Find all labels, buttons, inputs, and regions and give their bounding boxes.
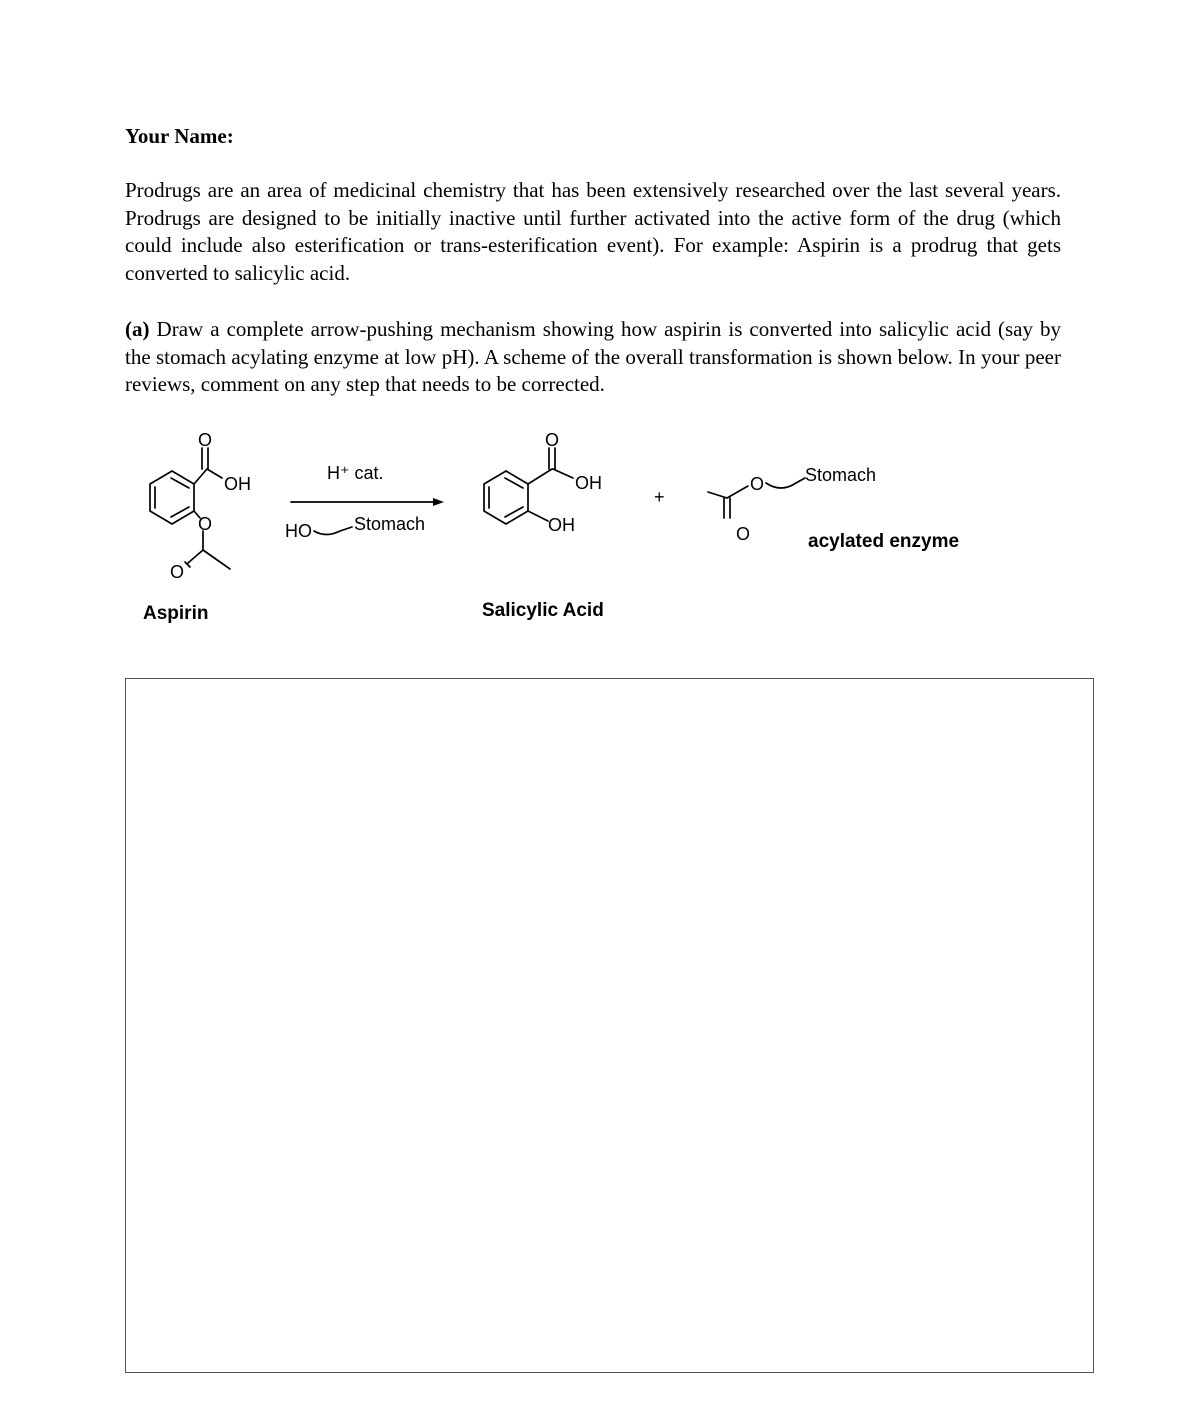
acylated-stomach: Stomach: [805, 465, 877, 485]
salicylic-phenol-oh: OH: [548, 515, 575, 535]
reagent-acid-catalyst: H⁺ cat.: [327, 463, 384, 483]
reagent-stomach: Stomach: [354, 514, 426, 534]
reagent-ho: HO: [285, 521, 312, 541]
reaction-scheme: [0, 415, 1186, 645]
intro-paragraph: Prodrugs are an area of medicinal chemistry that has been extensively researched over the last several years. Prodrugs are designed to be initially inactive until further activated into the active form of the drug (which could include also esterification or trans-esterification event). For example: Aspirin is a prodrug that gets converted to salicylic acid.: [125, 178, 1061, 285]
answer-box[interactable]: [125, 678, 1094, 1373]
aspirin-ester-o: O: [198, 514, 213, 534]
your-name-label: Your Name:: [125, 124, 234, 148]
question-text: Draw a complete arrow-pushing mechanism showing how aspirin is converted into salicylic acid (say by the stomach acylating enzyme at low pH). A scheme of the overall transformation is shown below. In your peer reviews, comment on any step that needs to be corrected.: [125, 317, 1061, 396]
salicylic-acid-label: Salicylic Acid: [482, 600, 604, 621]
acylated-enzyme-label: acylated enzyme: [808, 531, 960, 552]
salicylic-acid-oh: OH: [575, 473, 602, 493]
aspirin-label: Aspirin: [143, 603, 209, 624]
aspirin-carbonyl-o: O: [198, 430, 213, 450]
acylated-carbonyl-o: O: [736, 524, 751, 544]
aspirin-ring: [150, 448, 230, 569]
salicylic-carbonyl-o: O: [545, 430, 560, 450]
acylated-ester-o: O: [750, 474, 765, 494]
salicylic-ring: [484, 448, 573, 524]
question-label: (a): [125, 317, 150, 341]
aspirin-oh: OH: [224, 474, 251, 494]
question-a: [125, 316, 1061, 399]
aspirin-acetyl-o: O: [170, 562, 185, 582]
plus-sign: +: [654, 487, 665, 507]
